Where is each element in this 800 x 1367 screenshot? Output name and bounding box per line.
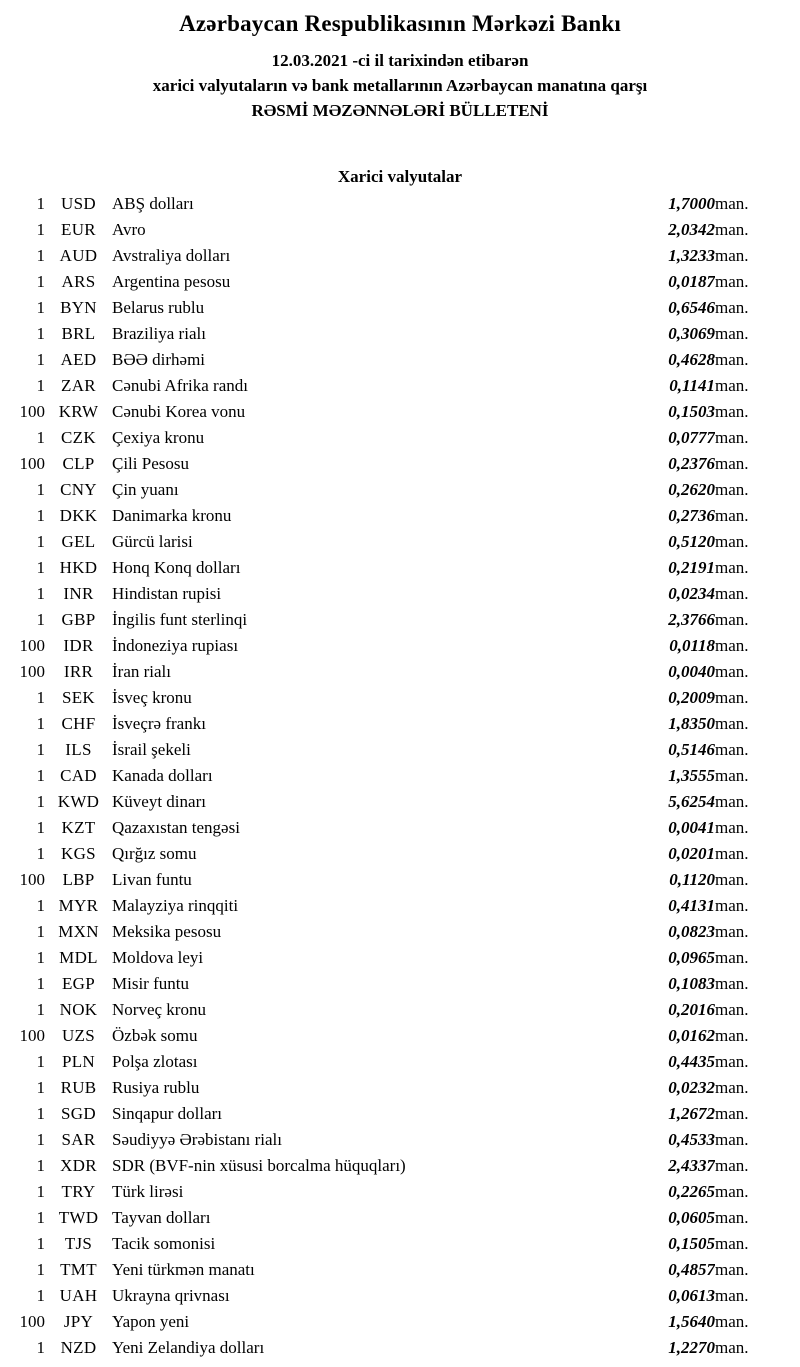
rates-table-body: [0, 191, 800, 1361]
row-quantity: 1: [36, 1000, 45, 1019]
row-unit: man.: [715, 766, 749, 785]
row-unit: man.: [715, 558, 749, 577]
currency-row: [0, 1023, 800, 1049]
row-code: ILS: [65, 740, 92, 759]
row-quantity: 1: [36, 220, 45, 239]
row-code: XDR: [60, 1156, 97, 1175]
row-quantity: 1: [36, 324, 45, 343]
row-rate: 0,0187: [668, 272, 715, 291]
row-quantity: 1: [36, 1182, 45, 1201]
row-unit: man.: [715, 1052, 749, 1071]
row-name: Səudiyyə Ərəbistanı rialı: [112, 1130, 282, 1149]
currency-row: [0, 269, 800, 295]
row-rate: 0,5146: [668, 740, 715, 759]
row-name: Çexiya kronu: [112, 428, 205, 447]
row-name: Yeni Zelandiya dolları: [112, 1338, 265, 1357]
row-code: RUB: [60, 1078, 97, 1097]
row-rate: 1,3233: [668, 246, 715, 265]
row-code: CZK: [61, 428, 96, 447]
row-quantity: 1: [36, 1286, 45, 1305]
row-quantity: 100: [19, 636, 45, 655]
row-code: MYR: [58, 896, 99, 915]
row-rate: 0,0965: [668, 948, 715, 967]
row-unit: man.: [715, 272, 749, 291]
row-unit: man.: [715, 870, 749, 889]
currency-row: [0, 321, 800, 347]
row-name: ABŞ dolları: [112, 194, 194, 213]
currency-row: [0, 1153, 800, 1179]
row-unit: man.: [715, 298, 749, 317]
row-quantity: 1: [36, 1078, 45, 1097]
row-unit: man.: [715, 454, 749, 473]
row-code: BRL: [61, 324, 96, 343]
row-unit: man.: [715, 350, 749, 369]
row-name: Polşa zlotası: [112, 1052, 198, 1071]
currency-row: [0, 529, 800, 555]
effective-date-line: 12.03.2021 -ci il tarixindən etibarən: [271, 51, 529, 70]
bank-title: Azərbaycan Respublikasının Mərkəzi Bankı: [179, 11, 621, 36]
row-name: Belarus rublu: [112, 298, 205, 317]
row-rate: 0,0605: [668, 1208, 715, 1227]
row-rate: 0,2016: [668, 1000, 715, 1019]
currency-row: [0, 711, 800, 737]
row-quantity: 100: [19, 1312, 45, 1331]
currency-row: [0, 1335, 800, 1361]
row-code: JPY: [63, 1312, 94, 1331]
row-quantity: 1: [36, 1208, 45, 1227]
row-quantity: 1: [36, 844, 45, 863]
row-quantity: 1: [36, 714, 45, 733]
row-code: KRW: [58, 402, 99, 421]
row-name: Özbək somu: [112, 1026, 198, 1045]
row-name: Honq Konq dolları: [112, 558, 241, 577]
row-code: CHF: [61, 714, 96, 733]
row-quantity: 1: [36, 1104, 45, 1123]
row-code: CNY: [60, 480, 97, 499]
currency-row: [0, 633, 800, 659]
row-rate: 0,0234: [668, 584, 715, 603]
row-name: Meksika pesosu: [112, 922, 222, 941]
row-unit: man.: [715, 1234, 749, 1253]
row-quantity: 1: [36, 532, 45, 551]
row-quantity: 1: [36, 818, 45, 837]
currency-row: [0, 971, 800, 997]
row-quantity: 1: [36, 974, 45, 993]
row-rate: 0,4435: [668, 1052, 715, 1071]
row-unit: man.: [715, 194, 749, 213]
row-rate: 0,0041: [668, 818, 715, 837]
row-quantity: 1: [36, 1130, 45, 1149]
row-quantity: 1: [36, 610, 45, 629]
currency-row: [0, 841, 800, 867]
row-quantity: 1: [36, 558, 45, 577]
currency-row: [0, 1205, 800, 1231]
currency-row: [0, 737, 800, 763]
row-quantity: 1: [36, 246, 45, 265]
row-rate: 0,5120: [668, 532, 715, 551]
currency-row: [0, 945, 800, 971]
row-name: İndoneziya rupiası: [112, 636, 239, 655]
currency-row: [0, 555, 800, 581]
row-unit: man.: [715, 428, 749, 447]
row-rate: 0,0777: [668, 428, 715, 447]
row-name: İsveç kronu: [112, 688, 192, 707]
row-unit: man.: [715, 1338, 749, 1357]
row-unit: man.: [715, 1130, 749, 1149]
row-quantity: 1: [36, 272, 45, 291]
row-name: Cənubi Korea vonu: [112, 402, 246, 421]
row-name: Qırğız somu: [112, 844, 197, 863]
row-name: Moldova leyi: [112, 948, 204, 967]
row-rate: 0,4533: [668, 1130, 715, 1149]
row-name: Qazaxıstan tengəsi: [112, 818, 240, 837]
row-unit: man.: [715, 1182, 749, 1201]
row-unit: man.: [715, 948, 749, 967]
row-name: Tayvan dolları: [112, 1208, 211, 1227]
row-unit: man.: [715, 818, 749, 837]
bulletin-title: RƏSMİ MƏZƏNNƏLƏRİ BÜLLETENİ: [251, 101, 549, 120]
row-rate: 0,6546: [668, 298, 715, 317]
row-code: MXN: [58, 922, 99, 941]
currency-row: [0, 1101, 800, 1127]
row-code: LBP: [62, 870, 95, 889]
row-code: UAH: [59, 1286, 98, 1305]
row-unit: man.: [715, 896, 749, 915]
currency-row: [0, 451, 800, 477]
row-unit: man.: [715, 1208, 749, 1227]
row-rate: 0,2265: [668, 1182, 715, 1201]
currency-row: [0, 893, 800, 919]
row-rate: 0,2376: [668, 454, 715, 473]
row-quantity: 100: [19, 662, 45, 681]
row-code: ZAR: [61, 376, 96, 395]
row-unit: man.: [715, 506, 749, 525]
row-name: Küveyt dinarı: [112, 792, 206, 811]
row-quantity: 1: [36, 948, 45, 967]
row-rate: 1,7000: [668, 194, 715, 213]
row-rate: 0,1120: [669, 870, 715, 889]
currency-row: [0, 581, 800, 607]
row-quantity: 1: [36, 1260, 45, 1279]
row-unit: man.: [715, 246, 749, 265]
row-name: Danimarka kronu: [112, 506, 232, 525]
row-rate: 0,2620: [668, 480, 715, 499]
currency-row: [0, 425, 800, 451]
row-unit: man.: [715, 480, 749, 499]
row-name: Hindistan rupisi: [112, 584, 222, 603]
row-code: PLN: [61, 1052, 96, 1071]
row-unit: man.: [715, 584, 749, 603]
row-code: UZS: [61, 1026, 96, 1045]
row-code: TMT: [60, 1260, 97, 1279]
row-name: Ukrayna qrivnası: [112, 1286, 230, 1305]
currency-row: [0, 659, 800, 685]
row-code: EUR: [61, 220, 96, 239]
row-rate: 2,4337: [668, 1156, 715, 1175]
currency-rates-table: [0, 191, 800, 1361]
row-quantity: 1: [36, 1156, 45, 1175]
row-unit: man.: [715, 532, 749, 551]
row-unit: man.: [715, 324, 749, 343]
row-quantity: 100: [19, 454, 45, 473]
row-rate: 0,2191: [668, 558, 715, 577]
currency-row: [0, 867, 800, 893]
row-unit: man.: [715, 376, 749, 395]
row-name: Malayziya rinqqiti: [112, 896, 239, 915]
row-rate: 0,1505: [668, 1234, 715, 1253]
row-quantity: 1: [36, 766, 45, 785]
row-code: EGP: [61, 974, 96, 993]
row-quantity: 1: [36, 1052, 45, 1071]
row-quantity: 1: [36, 376, 45, 395]
row-name: Misir funtu: [112, 974, 189, 993]
row-name: Kanada dolları: [112, 766, 213, 785]
row-quantity: 1: [36, 194, 45, 213]
row-name: BƏƏ dirhəmi: [112, 350, 206, 369]
row-name: Çili Pesosu: [112, 454, 189, 473]
row-code: IDR: [63, 636, 94, 655]
row-code: BYN: [60, 298, 97, 317]
currency-row: [0, 997, 800, 1023]
row-code: AED: [60, 350, 97, 369]
currency-row: [0, 815, 800, 841]
row-rate: 0,4131: [668, 896, 715, 915]
currency-row: [0, 477, 800, 503]
row-code: AUD: [59, 246, 98, 265]
row-unit: man.: [715, 688, 749, 707]
row-unit: man.: [715, 1026, 749, 1045]
row-code: KZT: [61, 818, 96, 837]
row-name: İngilis funt sterlinqi: [112, 610, 248, 629]
row-quantity: 1: [36, 1234, 45, 1253]
row-name: Braziliya rialı: [112, 324, 206, 343]
row-unit: man.: [715, 1312, 749, 1331]
row-quantity: 1: [36, 792, 45, 811]
row-quantity: 1: [36, 480, 45, 499]
row-unit: man.: [715, 1156, 749, 1175]
currency-row: [0, 685, 800, 711]
row-name: Tacik somonisi: [112, 1234, 216, 1253]
row-code: TWD: [58, 1208, 99, 1227]
row-rate: 0,0201: [668, 844, 715, 863]
row-code: USD: [61, 194, 96, 213]
row-code: SGD: [61, 1104, 96, 1123]
row-name: Yapon yeni: [112, 1312, 190, 1331]
row-unit: man.: [715, 1260, 749, 1279]
row-name: Türk lirəsi: [112, 1182, 184, 1201]
row-quantity: 1: [36, 688, 45, 707]
row-unit: man.: [715, 662, 749, 681]
row-code: GBP: [61, 610, 96, 629]
currency-row: [0, 763, 800, 789]
row-code: ARS: [61, 272, 96, 291]
row-rate: 0,0232: [668, 1078, 715, 1097]
section-title-foreign-currencies: Xarici valyutalar: [337, 167, 463, 186]
row-quantity: 1: [36, 350, 45, 369]
row-unit: man.: [715, 1104, 749, 1123]
currency-row: [0, 217, 800, 243]
row-name: Avro: [112, 220, 146, 239]
row-quantity: 1: [36, 428, 45, 447]
currency-row: [0, 503, 800, 529]
row-unit: man.: [715, 974, 749, 993]
row-code: CAD: [60, 766, 97, 785]
currency-row: [0, 1127, 800, 1153]
row-name: Gürcü larisi: [112, 532, 193, 551]
currency-row: [0, 1257, 800, 1283]
currency-row: [0, 919, 800, 945]
row-rate: 0,0823: [668, 922, 715, 941]
row-name: Rusiya rublu: [112, 1078, 200, 1097]
row-code: IRR: [63, 662, 94, 681]
row-rate: 0,2736: [668, 506, 715, 525]
bulletin-header: [0, 0, 800, 123]
row-rate: 1,3555: [668, 766, 715, 785]
row-code: HKD: [59, 558, 98, 577]
currency-row: [0, 243, 800, 269]
row-name: İsveçrə frankı: [112, 714, 206, 733]
row-quantity: 1: [36, 584, 45, 603]
row-code: DKK: [59, 506, 98, 525]
row-rate: 0,3069: [668, 324, 715, 343]
row-rate: 0,4857: [668, 1260, 715, 1279]
subtitle-line: xarici valyutaların və bank metallarının Azərbaycan manatına qarşı: [152, 76, 648, 95]
currency-row: [0, 373, 800, 399]
row-code: TJS: [64, 1234, 93, 1253]
currency-row: [0, 1075, 800, 1101]
row-name: Cənubi Afrika randı: [112, 376, 248, 395]
row-code: INR: [63, 584, 94, 603]
row-unit: man.: [715, 922, 749, 941]
row-quantity: 1: [36, 896, 45, 915]
currency-row: [0, 1049, 800, 1075]
row-unit: man.: [715, 402, 749, 421]
row-code: SAR: [61, 1130, 96, 1149]
row-name: İsrail şekeli: [112, 740, 191, 759]
row-quantity: 100: [19, 402, 45, 421]
row-code: NOK: [59, 1000, 98, 1019]
row-quantity: 1: [36, 922, 45, 941]
row-name: SDR (BVF-nin xüsusi borcalma hüquqları): [112, 1156, 406, 1175]
currency-row: [0, 607, 800, 633]
row-name: Argentina pesosu: [112, 272, 231, 291]
row-name: İran rialı: [112, 662, 171, 681]
row-quantity: 100: [19, 870, 45, 889]
currency-row: [0, 1309, 800, 1335]
row-code: GEL: [61, 532, 96, 551]
row-rate: 1,2672: [668, 1104, 715, 1123]
row-unit: man.: [715, 636, 749, 655]
row-rate: 1,5640: [668, 1312, 715, 1331]
row-code: SEK: [61, 688, 96, 707]
currency-row: [0, 399, 800, 425]
row-rate: 2,3766: [668, 610, 715, 629]
row-name: Avstraliya dolları: [112, 246, 231, 265]
row-name: Çin yuanı: [112, 480, 179, 499]
currency-row: [0, 1231, 800, 1257]
row-rate: 0,0162: [668, 1026, 715, 1045]
row-code: KWD: [57, 792, 100, 811]
currency-row: [0, 789, 800, 815]
currency-row: [0, 295, 800, 321]
row-rate: 0,1141: [669, 376, 715, 395]
row-rate: 2,0342: [668, 220, 715, 239]
row-name: Sinqapur dolları: [112, 1104, 223, 1123]
row-rate: 0,4628: [668, 350, 715, 369]
row-code: CLP: [62, 454, 95, 473]
row-code: MDL: [59, 948, 98, 967]
row-unit: man.: [715, 740, 749, 759]
currency-row: [0, 1179, 800, 1205]
row-unit: man.: [715, 1000, 749, 1019]
row-code: KGS: [61, 844, 96, 863]
row-rate: 1,2270: [668, 1338, 715, 1357]
row-code: NZD: [60, 1338, 97, 1357]
row-rate: 0,2009: [668, 688, 715, 707]
row-rate: 0,1503: [668, 402, 715, 421]
row-quantity: 1: [36, 1338, 45, 1357]
currency-row: [0, 1283, 800, 1309]
row-unit: man.: [715, 1078, 749, 1097]
row-name: Yeni türkmən manatı: [112, 1260, 255, 1279]
row-rate: 0,0613: [668, 1286, 715, 1305]
row-rate: 1,8350: [668, 714, 715, 733]
row-unit: man.: [715, 844, 749, 863]
row-unit: man.: [715, 714, 749, 733]
row-unit: man.: [715, 220, 749, 239]
row-rate: 5,6254: [668, 792, 715, 811]
row-rate: 0,1083: [668, 974, 715, 993]
row-name: Norveç kronu: [112, 1000, 206, 1019]
row-quantity: 1: [36, 740, 45, 759]
row-rate: 0,0118: [669, 636, 715, 655]
row-quantity: 1: [36, 506, 45, 525]
currency-row: [0, 347, 800, 373]
row-unit: man.: [715, 610, 749, 629]
row-unit: man.: [715, 792, 749, 811]
row-quantity: 1: [36, 298, 45, 317]
row-name: Livan funtu: [112, 870, 192, 889]
currency-row: [0, 191, 800, 217]
row-unit: man.: [715, 1286, 749, 1305]
row-code: TRY: [61, 1182, 96, 1201]
row-quantity: 100: [19, 1026, 45, 1045]
row-rate: 0,0040: [668, 662, 715, 681]
